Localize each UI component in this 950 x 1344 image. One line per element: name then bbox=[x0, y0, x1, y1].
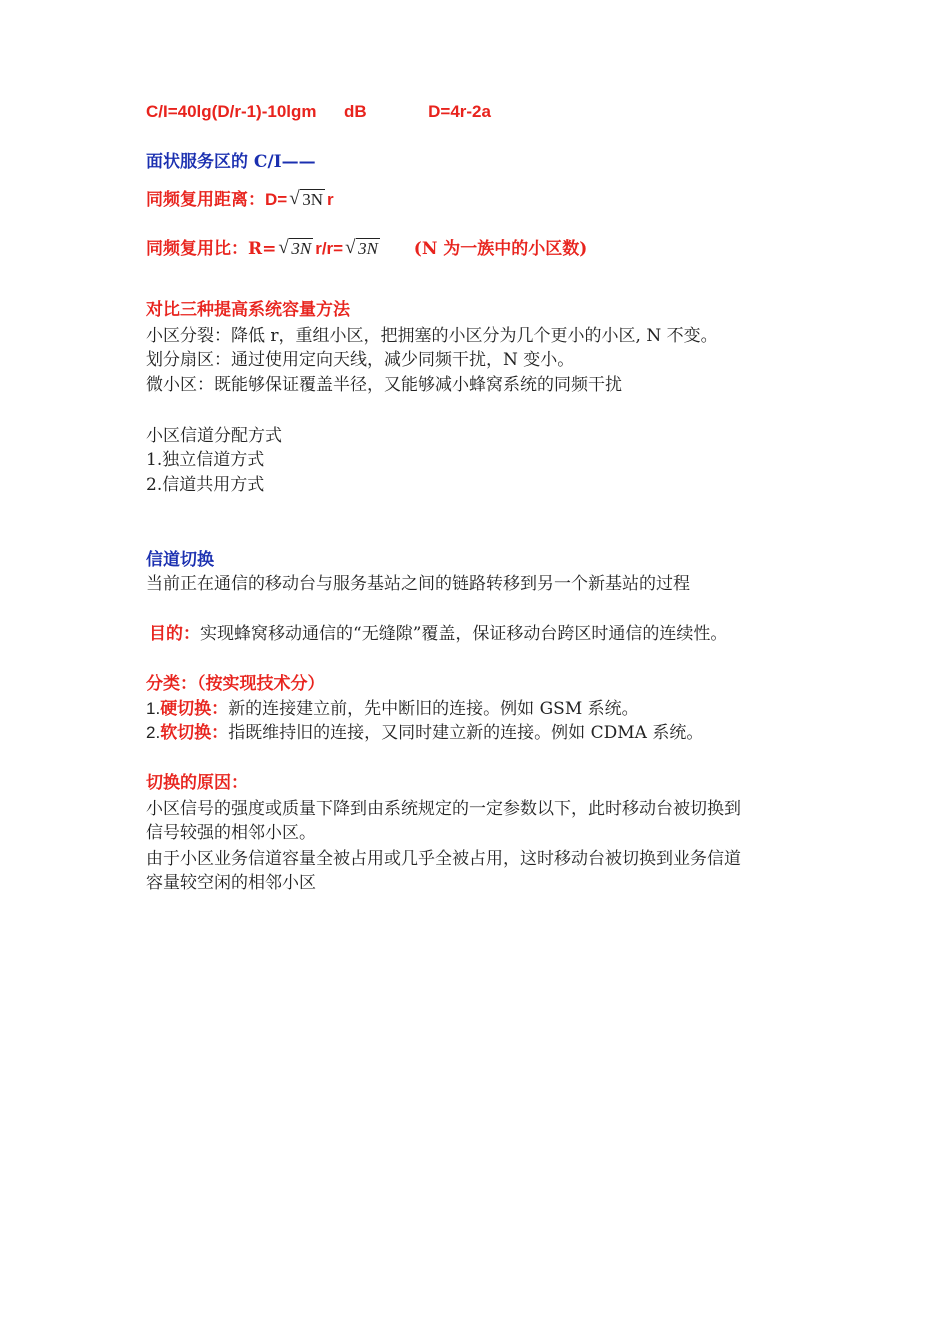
classification-heading: 分类：（按实现技术分） bbox=[146, 674, 325, 694]
handover-type-hard bbox=[146, 697, 639, 721]
type-number: 1. bbox=[146, 699, 161, 718]
reasons-heading: 切换的原因： bbox=[146, 773, 248, 793]
handover-type-soft bbox=[146, 721, 703, 745]
type-text: 指既维持旧的连接，又同时建立新的连接。例如 CDMA 系统。 bbox=[228, 723, 704, 743]
type-number: 2. bbox=[146, 723, 161, 742]
type-label: 硬切换： bbox=[160, 699, 229, 719]
reuse-distance-line bbox=[146, 188, 334, 212]
ci-unit: dB bbox=[343, 102, 367, 121]
sqrt-symbol: √ 3N bbox=[278, 237, 312, 258]
handover-heading: 信道切换 bbox=[146, 550, 214, 570]
reuse-ratio-line bbox=[146, 237, 587, 261]
sqrt-symbol: √ 3N bbox=[289, 188, 323, 209]
area-service-heading: 面状服务区的 C/I—— bbox=[146, 152, 316, 172]
ci-formula-line bbox=[146, 100, 491, 124]
handover-definition: 当前正在通信的移动台与服务基站之间的链路转移到另一个新基站的过程 bbox=[146, 574, 690, 594]
ci-formula: C/I=40lg(D/r-1)-10lgm bbox=[146, 102, 317, 121]
reason-line: 容量较空闲的相邻小区 bbox=[146, 873, 316, 893]
d-formula: D=4r-2a bbox=[428, 102, 491, 121]
capacity-item: 划分扇区：通过使用定向天线，减少同频干扰，N 变小。 bbox=[146, 350, 575, 370]
reuse-ratio-label: 同频复用比： bbox=[146, 239, 248, 259]
reuse-distance-label: 同频复用距离： bbox=[146, 190, 265, 210]
reuse-ratio-middle: r/r= bbox=[315, 239, 344, 258]
purpose-label: 目的： bbox=[149, 624, 200, 644]
capacity-heading: 对比三种提高系统容量方法 bbox=[146, 300, 350, 320]
purpose-text: 实现蜂窝移动通信的“无缝隙”覆盖，保证移动台跨区时通信的连续性。 bbox=[200, 624, 728, 644]
reason-line: 信号较强的相邻小区。 bbox=[146, 823, 316, 843]
allocation-heading: 小区信道分配方式 bbox=[146, 426, 282, 446]
reuse-distance-radicand: 3N bbox=[302, 190, 323, 209]
purpose-line bbox=[149, 622, 727, 646]
type-label: 软切换： bbox=[160, 723, 229, 743]
sqrt-symbol: √ 3N bbox=[345, 237, 378, 258]
reason-line: 由于小区业务信道容量全被占用或几乎全被占用，这时移动台被切换到业务信道 bbox=[146, 849, 741, 869]
reuse-ratio-radicand-2: 3N bbox=[358, 239, 378, 258]
reuse-ratio-radicand-1: 3N bbox=[291, 239, 312, 258]
capacity-item: 微小区：既能够保证覆盖半径，又能够减小蜂窝系统的同频干扰 bbox=[146, 375, 622, 395]
reuse-distance-suffix: r bbox=[327, 190, 334, 209]
allocation-item: 2.信道共用方式 bbox=[146, 475, 265, 495]
reason-line: 小区信号的强度或质量下降到由系统规定的一定参数以下，此时移动台被切换到 bbox=[146, 799, 741, 819]
capacity-item: 小区分裂：降低 r，重组小区，把拥塞的小区分为几个更小的小区, N 不变。 bbox=[146, 326, 718, 346]
reuse-distance-prefix: D= bbox=[265, 190, 288, 209]
allocation-item: 1.独立信道方式 bbox=[146, 450, 265, 470]
reuse-ratio-prefix: R= bbox=[248, 239, 277, 259]
reuse-ratio-note: (N 为一族中的小区数) bbox=[413, 239, 588, 259]
type-text: 新的连接建立前，先中断旧的连接。例如 GSM 系统。 bbox=[228, 699, 639, 719]
